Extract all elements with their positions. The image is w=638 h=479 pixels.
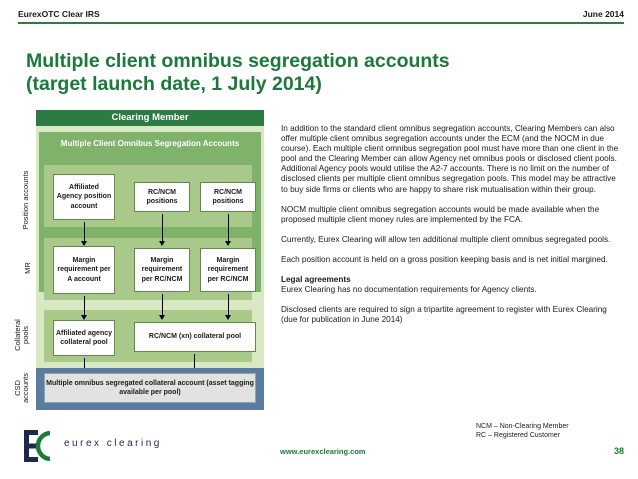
paragraph-nocm: NOCM multiple client omnibus segregation accounts would be made available when the proposed multiple client money rules are implemented by the FCA. [281,204,600,224]
header-divider [18,22,624,24]
rc-ncm-collateral-pool-box: RC/NCM (xn) collateral pool [134,322,256,352]
abbreviation-legend [476,422,569,440]
legend-ncm: NCM – Non-Clearing Member [476,423,569,430]
affiliated-agency-collateral-pool-box: Affiliated agency collateral pool [53,320,115,356]
page-title [26,50,626,96]
arrow-down [162,214,163,242]
legend-rc: RC – Registered Customer [476,432,561,439]
csd-collateral-account-box: Multiple omnibus segregated collateral account (asset tagging available per pool) [44,373,256,403]
arrow-down [162,294,163,316]
description-text [281,124,621,335]
margin-requirement-rc-ncm-box-2: Margin requirement per RC/NCM [200,248,256,292]
margin-requirement-a-box: Margin requirement per A account [53,246,115,294]
arrow-down [84,296,85,316]
rc-ncm-positions-box-1: RC/NCM positions [134,182,190,212]
legal-body: Eurex Clearing has no documentation requirements for Agency clients. [281,285,537,295]
row-label-collateral: Collateral pools [13,319,30,351]
eurex-clearing-logo [24,430,184,464]
paragraph-position: Each position account is held on a gross position keeping basis and is net initial margined. [281,254,608,264]
arrow-down [228,214,229,242]
segregation-diagram [13,110,264,410]
arrow-down [228,294,229,316]
arrow-down [84,222,85,242]
paragraph-intro: In addition to the standard client omnibus segregation accounts, Clearing Members can also offer multiple client omnibus segregation accounts under the ECM (and the NOCM in due course). Each multiple client omnibus segregation pool must have more than one client in the pool and the Clearing Member can allow Agency net omnibus pools or disclosed client pools. Additional Agency pools would utilise the A2-7 accounts. There is no limit on the number of disclosed clients per multiple client omnibus segregation pools. This model may be attractive to buy side firms or clients who are happy to share risk mutualisation within their group. [281,124,619,194]
paragraph-pools: Currently, Eurex Clearing will allow ten additional multiple client omnibus segregated pools. [281,234,611,244]
margin-requirement-rc-ncm-box-1: Margin requirement per RC/NCM [134,248,190,292]
eurex-logo-icon [24,430,50,462]
header-date: June 2014 [582,9,624,19]
row-label-position: Position accounts [21,170,30,230]
page-number: 38 [613,446,624,456]
mcos-label: Multiple Client Omnibus Segregation Accounts [60,139,240,148]
clearing-member-bar: Clearing Member [36,110,264,126]
page-title-line2: (target launch date, 1 July 2014) [26,73,322,95]
row-label-csd: CSD accounts [13,372,30,404]
rc-ncm-positions-box-2: RC/NCM positions [200,182,256,212]
affiliated-agency-position-box: Affiliated Agency position account [53,174,115,220]
header-left-label: EurexOTC Clear IRS [18,9,100,19]
website-link[interactable]: www.eurexclearing.com [280,447,366,456]
logo-text: eurex clearing [64,438,162,449]
row-label-mr: MR [23,262,32,274]
legal-heading: Legal agreements [281,275,351,285]
page-title-line1: Multiple client omnibus segregation accounts [26,50,450,72]
paragraph-disclosed: Disclosed clients are required to sign a tripartite agreement to register with Eurex Clearing (due for publication in June 2014) [281,305,607,325]
